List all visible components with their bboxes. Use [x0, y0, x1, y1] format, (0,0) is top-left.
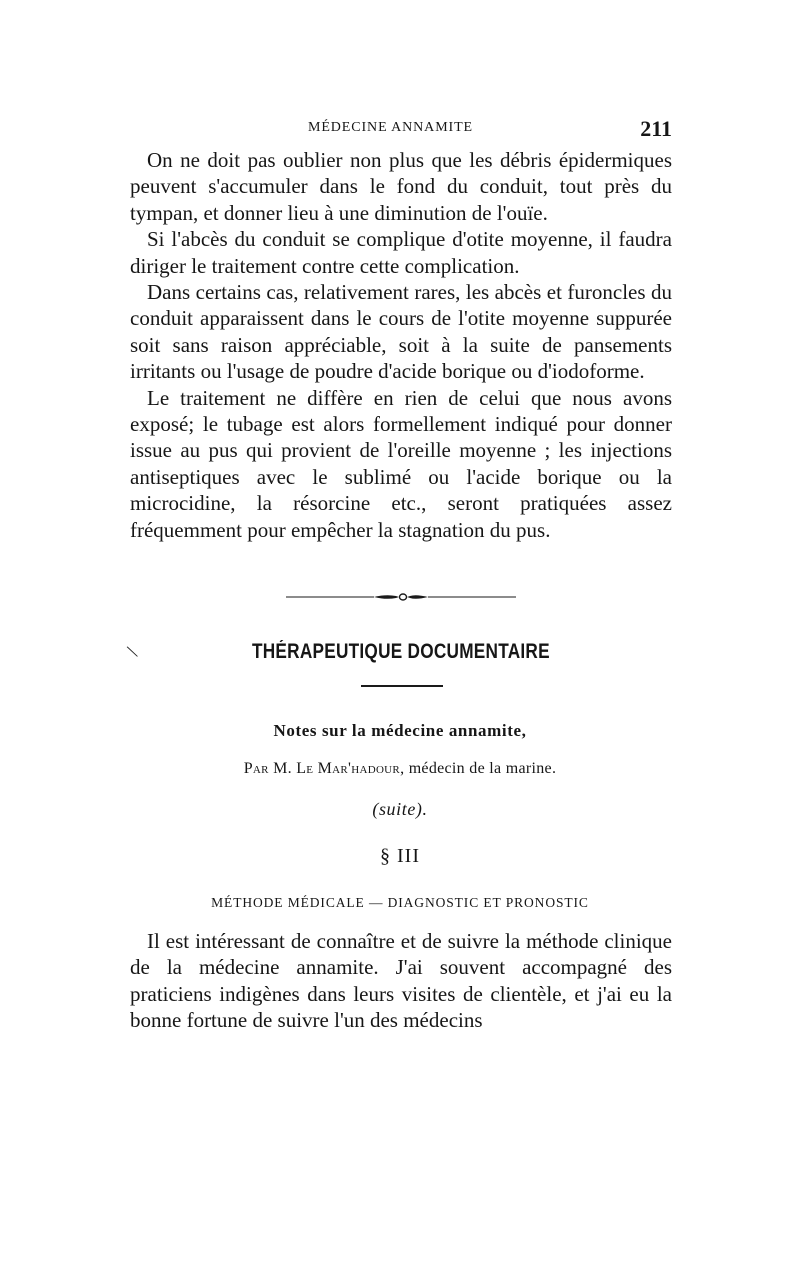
paragraph: On ne doit pas oublier non plus que les débris épidermiques peuvent s'accumuler dans le fond du conduit, tout près du tympan, et donner lieu à une diminution de l'ouïe. [130, 148, 672, 225]
paragraph: Le traitement ne diffère en rien de celui que nous avons exposé; le tubage est alors formellement indiqué pour donner issue au pus qui provient de l'oreille moyenne ; les injections antiseptiques avec le sublimé ou l'acide borique ou la microcidine, la résorcine etc., seront pratiquées assez fréquemment pour empêcher la stagnation du pus. [130, 385, 672, 542]
paragraph: Dans certains cas, relativement rares, les abcès et furoncles du conduit apparaissent dans le cours de l'otite moyenne suppurée soit sans raison appréciable, soit à la suite de pansements irritants ou l'usage de poudre d'acide borique ou d'iodoforme. [130, 280, 672, 384]
divider-rule [361, 685, 443, 687]
byline [0, 760, 800, 778]
paragraph: Si l'abcès du conduit se complique d'otite moyenne, il faudra diriger le traitement contre cette complication. [130, 227, 672, 278]
suite-note: (suite). [372, 799, 428, 819]
running-title: MÉDECINE ANNAMITE [308, 120, 474, 135]
body-text-top [130, 147, 672, 543]
article-title: Notes sur la médecine annamite, [273, 721, 527, 740]
section-number: § III [380, 845, 420, 867]
running-header [130, 118, 672, 140]
ornamental-divider [286, 590, 516, 604]
stray-mark: \ [124, 641, 141, 664]
byline-author: Par M. Le Mar'hadour, [243, 760, 405, 777]
section-title: THÉRAPEUTIQUE DOCUMENTAIRE [251, 640, 550, 663]
body-text-bottom [130, 928, 672, 1034]
subheading: MÉTHODE MÉDICALE — DIAGNOSTIC ET PRONOSTIC [211, 895, 589, 910]
paragraph: Il est intéressant de connaître et de suivre la méthode clinique de la médecine annamite. J'ai souvent accompagné des praticiens indigènes dans leurs visites de clientèle, et j'ai eu la bonne fortune de suivre l'un des médecins [130, 929, 672, 1033]
page-number: 211 [640, 116, 672, 141]
byline-affiliation: médecin de la marine. [408, 760, 557, 777]
